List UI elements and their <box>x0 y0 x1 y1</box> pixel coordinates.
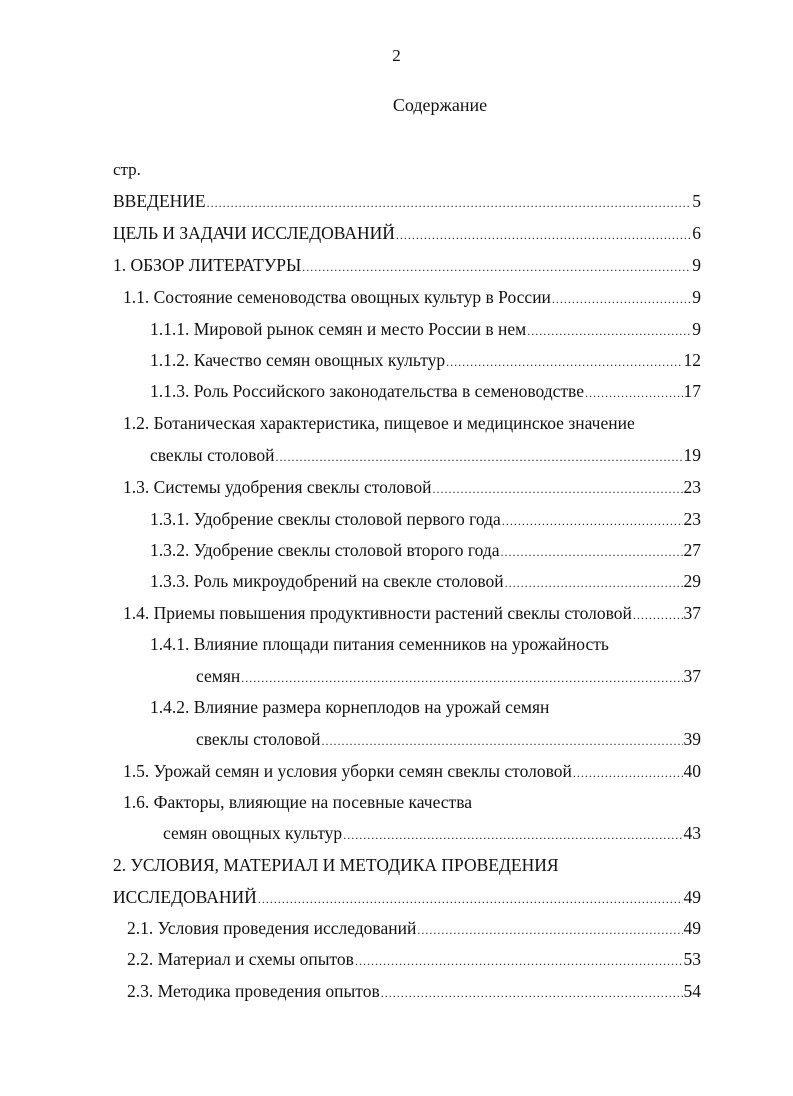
toc-entry-heading[interactable]: 2. УСЛОВИЯ, МАТЕРИАЛ И МЕТОДИКА ПРОВЕДЕНИЯ <box>113 855 559 875</box>
toc-entry[interactable] <box>150 378 701 404</box>
toc-leader <box>501 539 683 563</box>
toc-entry[interactable] <box>127 946 701 972</box>
toc-entry[interactable] <box>163 820 701 846</box>
toc-leader <box>322 728 683 752</box>
toc-entry-heading[interactable]: 1.4.2. Влияние размера корнеплодов на урожай семян <box>150 697 550 717</box>
toc-entry-heading[interactable]: 1.6. Факторы, влияющие на посевные качества <box>123 792 473 812</box>
toc-entry-page: 43 <box>683 823 701 843</box>
toc-entry-text: ВВЕДЕНИЕ <box>113 191 206 211</box>
toc-entry-page: 37 <box>683 666 701 686</box>
toc-entry-page: 23 <box>683 509 701 529</box>
toc-entry-heading[interactable]: 1.2. Ботаническая характеристика, пищевое и медицинское значение <box>123 413 635 433</box>
toc-entry-text: 1.1.2. Качество семян овощных культур <box>150 350 446 370</box>
toc-leader <box>207 190 692 214</box>
toc-entry[interactable] <box>127 915 701 941</box>
toc-entry[interactable] <box>127 978 701 1004</box>
toc-entry-page: 17 <box>683 381 701 401</box>
toc-entry-page: 5 <box>692 191 701 211</box>
toc-entry-page: 23 <box>683 477 701 497</box>
toc-leader <box>552 286 691 310</box>
toc-leader <box>573 760 683 784</box>
toc-entry-page: 12 <box>683 350 701 370</box>
page-label: стр. <box>113 160 141 179</box>
toc-leader <box>633 602 683 626</box>
toc-entry-text: семян <box>196 666 241 686</box>
toc-title: Содержание <box>392 95 488 115</box>
toc-entry[interactable] <box>150 347 701 373</box>
toc-entry[interactable] <box>150 568 701 594</box>
toc-leader <box>355 948 683 972</box>
toc-entry-text: 1.3. Системы удобрения свеклы столовой <box>123 477 432 497</box>
toc-leader <box>381 980 683 1004</box>
toc-entry[interactable] <box>150 442 701 468</box>
toc-entry[interactable] <box>150 506 701 532</box>
toc-entry-page: 9 <box>692 319 701 339</box>
toc-leader <box>396 222 691 246</box>
toc-entry[interactable] <box>196 726 701 752</box>
toc-entry-text: 1.5. Урожай семян и условия уборки семян свеклы столовой <box>123 761 572 781</box>
toc-entry-page: 6 <box>692 223 701 243</box>
toc-entry-text: ЦЕЛЬ И ЗАДАЧИ ИССЛЕДОВАНИЙ <box>113 223 395 243</box>
toc-entry-page: 49 <box>683 887 701 907</box>
toc-entry-page: 54 <box>683 981 701 1001</box>
toc-entry[interactable] <box>123 600 701 626</box>
toc-entry-text: 1.1.1. Мировой рынок семян и место России в нем <box>150 319 527 339</box>
toc-entry-page: 39 <box>683 729 701 749</box>
toc-leader <box>417 917 682 941</box>
toc-entry-text: свеклы столовой <box>150 445 275 465</box>
toc-leader <box>258 886 683 910</box>
toc-entry-text: 1.1.3. Роль Российского законодательства в семеноводстве <box>150 381 584 401</box>
toc-entry-text: свеклы столовой <box>196 729 321 749</box>
toc-entry-page: 53 <box>683 949 701 969</box>
toc-entry-text: 2.3. Методика проведения опытов <box>127 981 380 1001</box>
toc-leader <box>432 476 682 500</box>
toc-leader <box>502 508 683 532</box>
toc-entry-text: 1.3.1. Удобрение свеклы столовой первого года <box>150 509 501 529</box>
toc-entry-page: 9 <box>692 287 701 307</box>
toc-leader <box>446 349 682 373</box>
toc-entry-text: 1.3.2. Удобрение свеклы столовой второго года <box>150 540 500 560</box>
toc-entry-text: 1.4. Приемы повышения продуктивности растений свеклы столовой <box>123 603 632 623</box>
toc-entry[interactable] <box>123 284 701 310</box>
toc-leader <box>505 570 683 594</box>
toc-entry-text: семян овощных культур <box>163 823 343 843</box>
toc-leader <box>343 822 682 846</box>
toc-entry[interactable] <box>113 220 701 246</box>
toc-entry[interactable] <box>150 316 701 342</box>
toc-entry[interactable] <box>113 188 701 214</box>
toc-entry-text: 1. ОБЗОР ЛИТЕРАТУРЫ <box>113 255 302 275</box>
toc-entry-page: 29 <box>683 571 701 591</box>
toc-entry[interactable] <box>196 663 701 689</box>
toc-entry[interactable] <box>113 252 701 278</box>
toc-entry-page: 37 <box>683 603 701 623</box>
toc-entry-page: 9 <box>692 255 701 275</box>
toc-entry-page: 40 <box>683 761 701 781</box>
toc-entry-text: ИССЛЕДОВАНИЙ <box>113 887 257 907</box>
toc-entry-heading[interactable]: 1.4.1. Влияние площади питания семенников на урожайность <box>150 634 609 654</box>
toc-entry[interactable] <box>123 474 701 500</box>
toc-entry-page: 27 <box>683 540 701 560</box>
toc-leader <box>527 318 691 342</box>
toc-entry-page: 49 <box>683 918 701 938</box>
toc-entry[interactable] <box>150 537 701 563</box>
toc-entry[interactable] <box>123 758 701 784</box>
page-number: 2 <box>392 46 401 65</box>
toc-entry-text: 1.3.3. Роль микроудобрений на свекле столовой <box>150 571 504 591</box>
toc-entry-page: 19 <box>683 445 701 465</box>
toc-leader <box>585 380 683 404</box>
toc-leader <box>276 444 683 468</box>
toc-leader <box>302 254 691 278</box>
toc-entry-text: 2.2. Материал и схемы опытов <box>127 949 354 969</box>
toc-entry-text: 2.1. Условия проведения исследований <box>127 918 417 938</box>
toc-entry[interactable] <box>113 884 701 910</box>
toc-leader <box>241 665 682 689</box>
toc-entry-text: 1.1. Состояние семеноводства овощных культур в России <box>123 287 551 307</box>
